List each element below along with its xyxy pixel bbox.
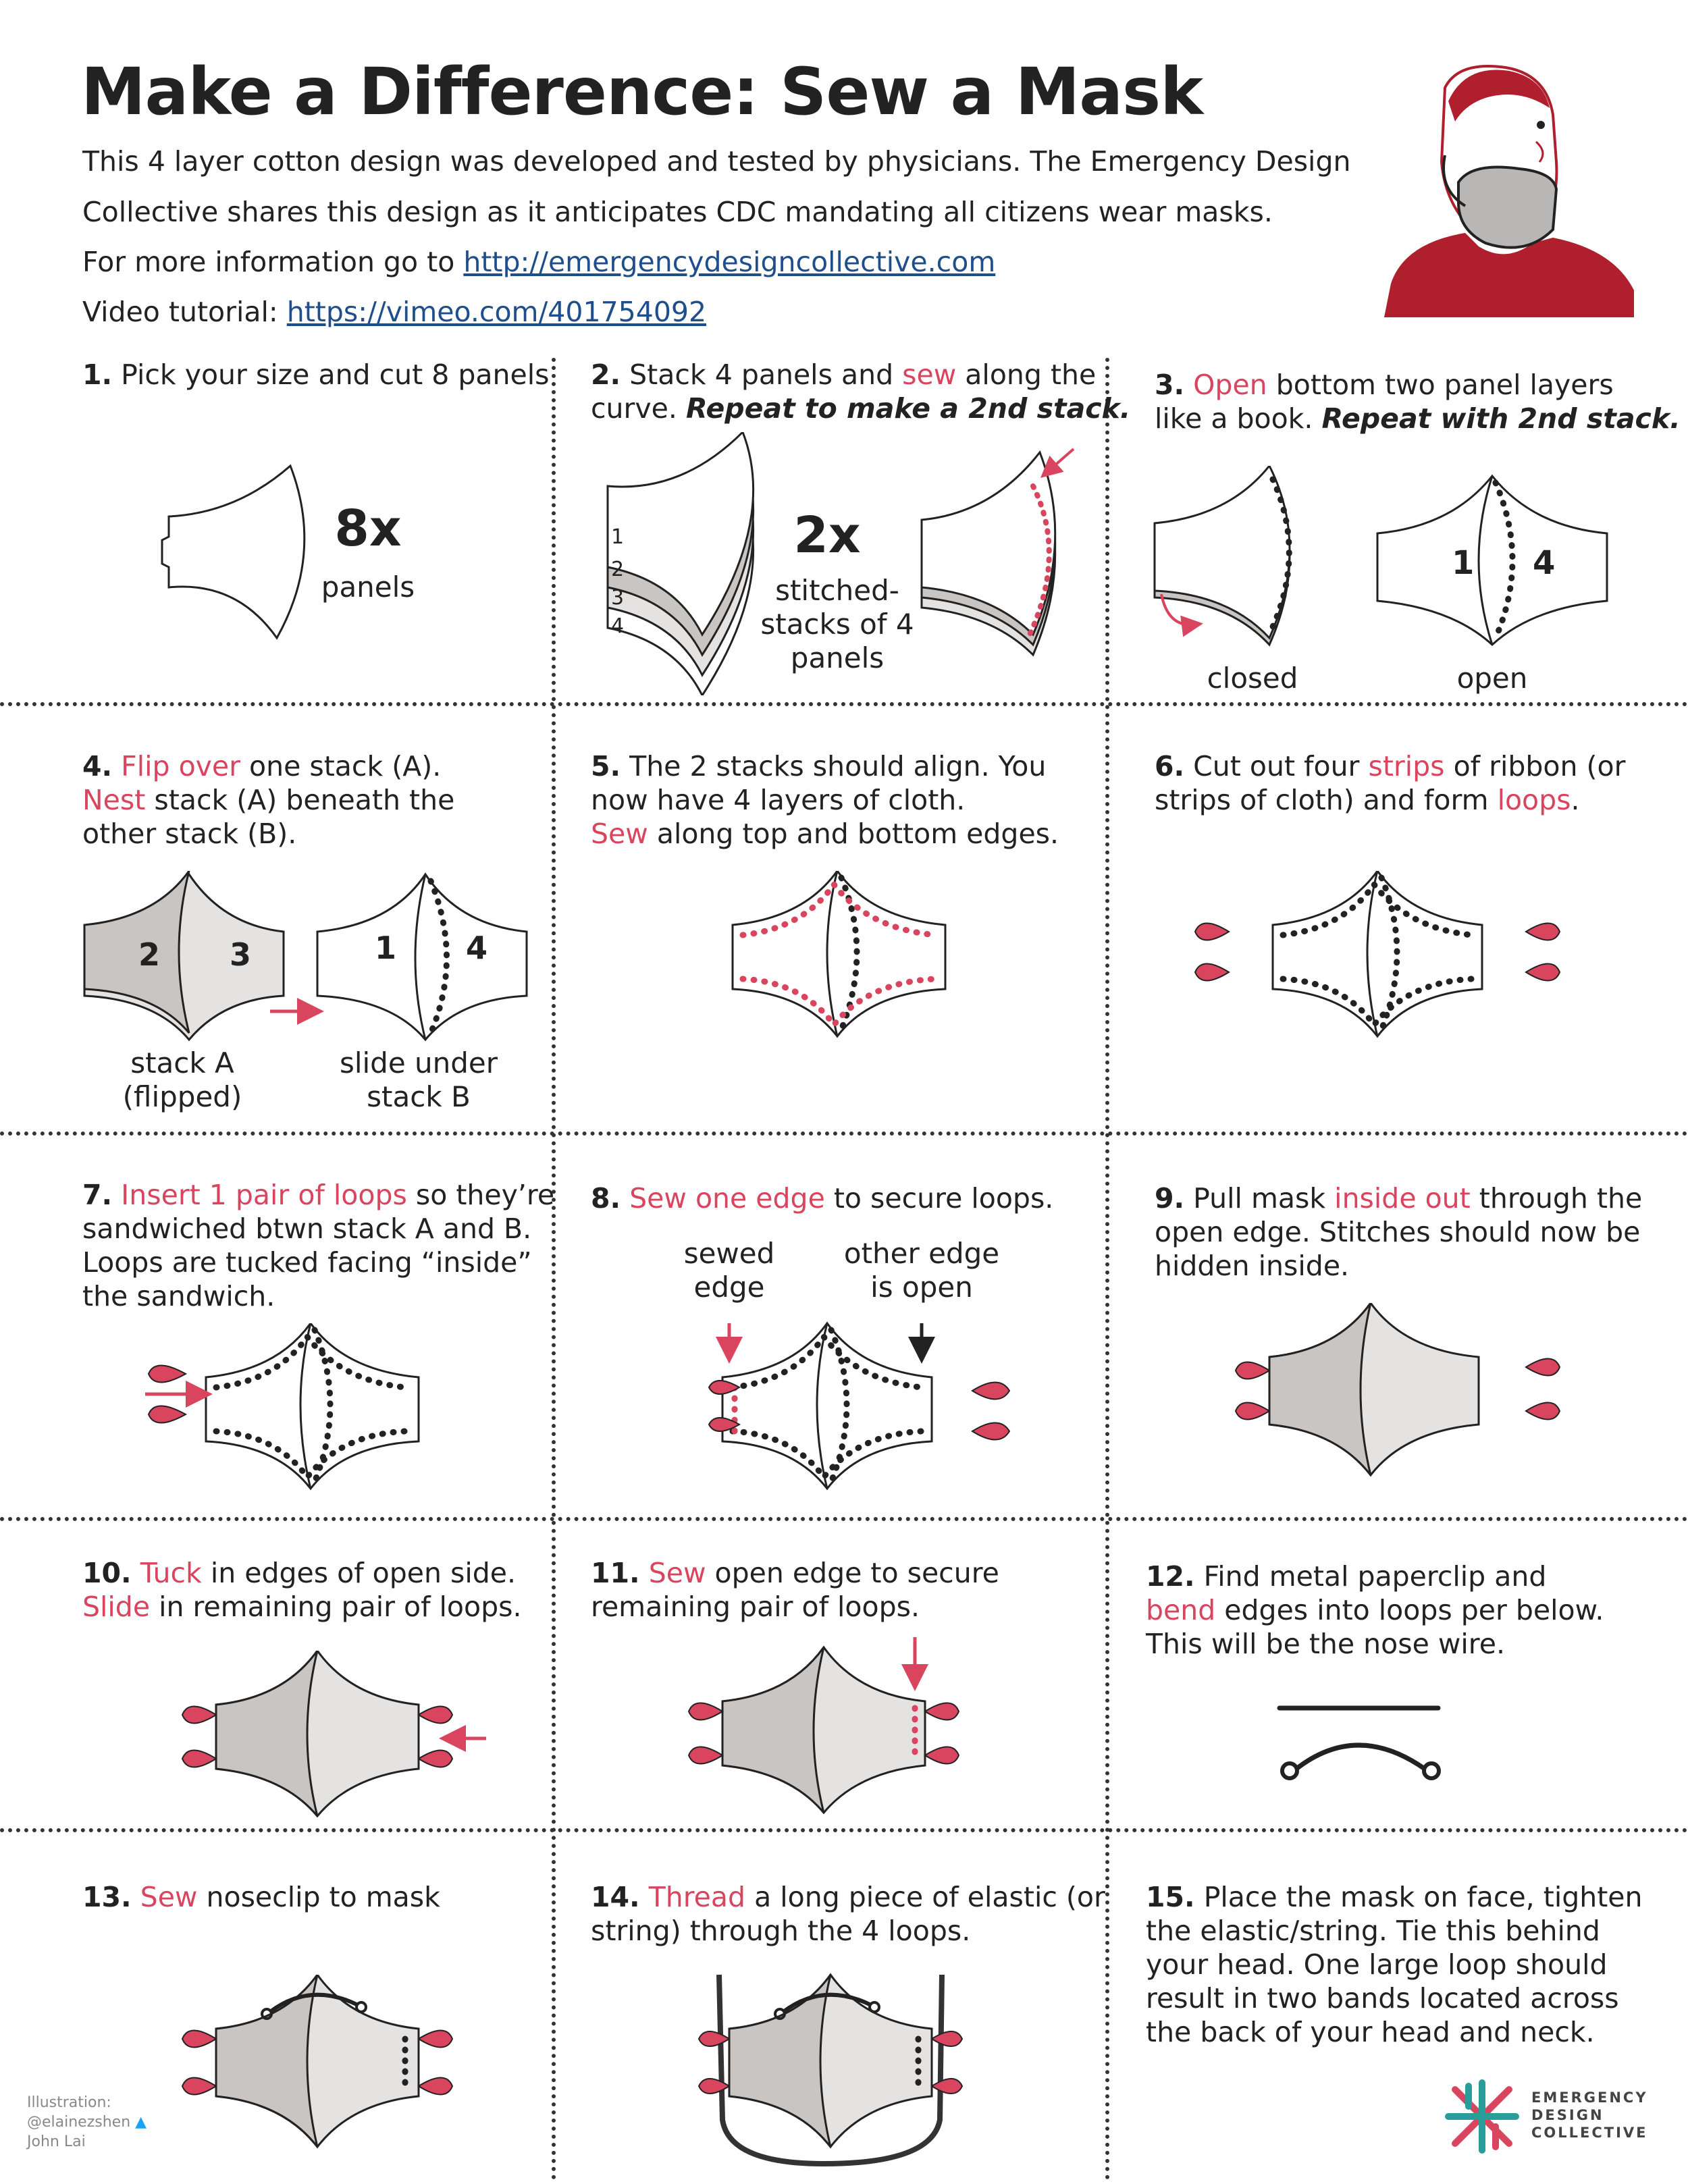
step-9-text: 9. Pull mask inside out through the open edge. Stitches should now be hidden inside. — [1155, 1182, 1643, 1282]
edc-logo-icon — [1442, 2076, 1523, 2157]
stitched-stack-illustration — [918, 446, 1087, 662]
single-panel-illustration — [155, 459, 317, 648]
panel-2-number: 2 — [138, 936, 161, 973]
closed-stack-illustration — [1148, 466, 1323, 648]
loop-icon — [1195, 964, 1229, 981]
step-4-text: 4. Flip over one stack (A). Nest stack (A) beneath the other stack (B). — [82, 750, 455, 850]
step-10-text: 10. Tuck in edges of open side. Slide in remaining pair of loops. — [82, 1557, 522, 1623]
slide-under-label: slide under stack B — [339, 1046, 498, 1113]
open-edge-label: other edge is open — [843, 1237, 1000, 1304]
step-13-text: 13. Sew noseclip to mask — [82, 1881, 440, 1913]
layer-2-number: 2 — [611, 558, 625, 581]
ribbon-loops-illustration — [1188, 871, 1566, 1040]
sew-one-edge-illustration — [702, 1310, 1026, 1492]
step-3-text: 3. Open bottom two panel layers like a book. Repeat with 2nd stack. — [1155, 369, 1681, 435]
open-label: open — [1456, 662, 1528, 695]
row-divider-4 — [0, 1828, 1688, 1832]
panel-4-number: 4 — [1533, 544, 1556, 582]
step-7-text: 7. Insert 1 pair of loops so they’re sandwiched btwn stack A and B. Loops are tucked facing “inside” the sandwich. — [82, 1179, 555, 1312]
step-12-text: 12. Find metal paperclip and bend edges into loops per below. This will be the nose wire. — [1146, 1560, 1604, 1660]
tuck-edges-illustration — [176, 1651, 493, 1819]
panel-count-label: panels — [321, 570, 415, 604]
nesting-stacks-illustration — [81, 871, 540, 1046]
step-14-text: 14. Thread a long piece of elastic (or string) through the 4 loops. — [591, 1881, 1105, 1947]
paperclip-illustration — [1269, 1695, 1445, 1789]
intro-line-2: Collective shares this design as it anticipates CDC mandating all citizens wear masks. — [82, 196, 1273, 228]
step-2-text: 2. Stack 4 panels and sew along the curve. Repeat to make a 2nd stack. — [591, 358, 1131, 425]
sew-open-edge-illustration — [682, 1634, 979, 1816]
panel-1-number: 1 — [1452, 544, 1475, 582]
step-11-text: 11. Sew open edge to secure remaining pair of loops. — [591, 1557, 999, 1623]
intro-line-1: This 4 layer cotton design was developed and tested by physicians. The Emergency Design — [82, 145, 1351, 178]
row-divider-2 — [0, 1131, 1688, 1136]
closed-label: closed — [1207, 662, 1298, 695]
column-divider-2 — [1105, 358, 1109, 2181]
loop-icon — [1526, 964, 1560, 981]
stack-count-label: stitched- stacks of 4 panels — [760, 574, 914, 674]
step-6-text: 6. Cut out four strips of ribbon (or strips of cloth) and form loops. — [1155, 750, 1626, 816]
intro-line-3: For more information go to http://emergencydesigncollective.com — [82, 246, 996, 278]
sewn-stacks-illustration — [729, 871, 952, 1040]
row-divider-1 — [0, 702, 1688, 706]
twitter-bird-icon: ▲ — [135, 2114, 147, 2131]
loop-icon — [1526, 924, 1560, 940]
loop-icon — [1195, 924, 1229, 940]
page-title: Make a Difference: Sew a Mask — [81, 54, 1203, 130]
noseclip-mask-illustration — [176, 1975, 459, 2150]
step-1-text: 1. Pick your size and cut 8 panels — [82, 358, 550, 391]
layer-1-number: 1 — [611, 525, 625, 549]
edc-logo-text: EMERGENCY DESIGN COLLECTIVE — [1531, 2089, 1648, 2141]
threaded-elastic-illustration — [689, 1971, 972, 2181]
website-link[interactable]: http://emergencydesigncollective.com — [463, 246, 996, 278]
insert-loops-illustration — [135, 1323, 432, 1492]
bent-wire — [1296, 1745, 1425, 1769]
panel-3-number: 3 — [230, 936, 252, 973]
masked-person-illustration — [1364, 61, 1647, 317]
panel-1-number-b: 1 — [375, 930, 397, 966]
panel-count: 8x — [334, 500, 402, 558]
panel-4-number-b: 4 — [466, 930, 488, 966]
video-tutorial-link[interactable]: https://vimeo.com/401754092 — [286, 296, 707, 328]
step-5-text: 5. The 2 stacks should align. You now have 4 layers of cloth. Sew along top and bottom edges. — [591, 750, 1059, 850]
row-divider-3 — [0, 1517, 1688, 1521]
stack-count: 2x — [793, 506, 861, 564]
step-15-text: 15. Place the mask on face, tighten the elastic/string. Tie this behind your head. One large loop should result in two bands located across the back of your head and neck. — [1146, 1881, 1643, 2048]
inside-out-mask-illustration — [1229, 1303, 1566, 1479]
intro-line-4: Video tutorial: https://vimeo.com/401754092 — [82, 296, 707, 328]
illustration-credit: Illustration: @elainezshen ▲ John Lai — [27, 2094, 147, 2150]
layer-3-number: 3 — [611, 586, 625, 610]
open-stack-illustration — [1371, 473, 1620, 648]
layer-4-number: 4 — [611, 614, 625, 638]
step-8-text: 8. Sew one edge to secure loops. — [591, 1182, 1054, 1215]
stack-a-label: stack A (flipped) — [122, 1046, 242, 1113]
sewed-edge-label: sewed edge — [683, 1237, 775, 1304]
